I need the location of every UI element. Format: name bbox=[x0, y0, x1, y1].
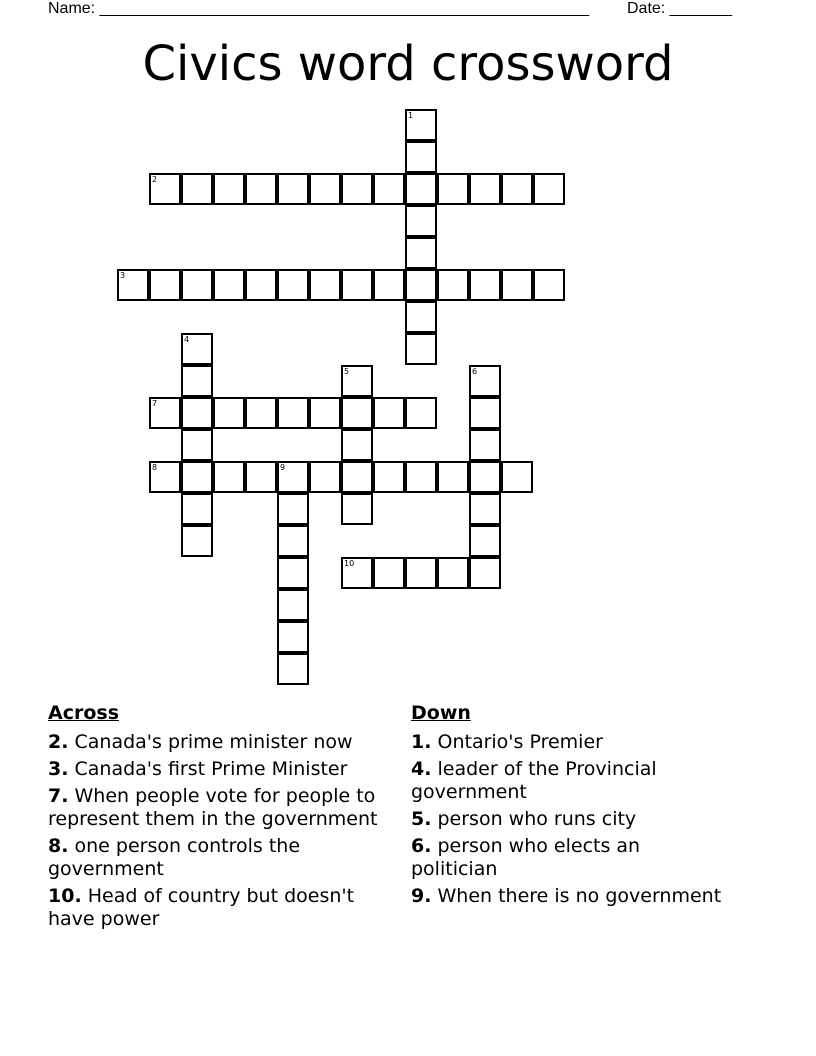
clue-number: 8. bbox=[48, 835, 69, 857]
cell-number: 4 bbox=[184, 335, 190, 344]
grid-cell[interactable] bbox=[309, 173, 341, 205]
down-clue bbox=[411, 758, 731, 804]
grid-cell[interactable] bbox=[149, 173, 181, 205]
grid-cell[interactable] bbox=[309, 461, 341, 493]
grid-cell[interactable] bbox=[405, 269, 437, 301]
down-clue bbox=[411, 885, 731, 908]
grid-cell[interactable] bbox=[437, 557, 469, 589]
grid-cell[interactable] bbox=[533, 269, 565, 301]
grid-cell[interactable] bbox=[341, 173, 373, 205]
date-line: Date: _______ bbox=[627, 0, 732, 17]
clue-text: one person controls the government bbox=[48, 835, 301, 880]
grid-cell[interactable] bbox=[341, 429, 373, 461]
clue-text: leader of the Provincial government bbox=[411, 758, 657, 803]
grid-cell[interactable] bbox=[373, 269, 405, 301]
grid-cell[interactable] bbox=[405, 461, 437, 493]
grid-cell[interactable] bbox=[437, 173, 469, 205]
grid-cell[interactable] bbox=[469, 493, 501, 525]
grid-cell[interactable] bbox=[149, 461, 181, 493]
grid-cell[interactable] bbox=[341, 397, 373, 429]
across-clues bbox=[48, 702, 393, 935]
across-clue bbox=[48, 835, 393, 881]
page-title: Civics word crossword bbox=[142, 36, 674, 92]
grid-cell[interactable] bbox=[181, 269, 213, 301]
grid-cell[interactable] bbox=[277, 269, 309, 301]
grid-cell[interactable] bbox=[501, 461, 533, 493]
grid-cell[interactable] bbox=[469, 269, 501, 301]
grid-cell[interactable] bbox=[405, 205, 437, 237]
grid-cell[interactable] bbox=[277, 397, 309, 429]
grid-cell[interactable] bbox=[373, 557, 405, 589]
clue-text: When people vote for people to represent them in the government bbox=[48, 785, 378, 830]
grid-cell[interactable] bbox=[341, 493, 373, 525]
clue-number: 1. bbox=[411, 731, 432, 753]
clue-text: Head of country but doesn't have power bbox=[48, 885, 355, 930]
cell-number: 7 bbox=[152, 399, 158, 408]
cell-number: 10 bbox=[344, 559, 355, 568]
grid-cell[interactable] bbox=[533, 173, 565, 205]
across-clue bbox=[48, 731, 393, 754]
grid-cell[interactable] bbox=[277, 461, 309, 493]
clue-number: 10. bbox=[48, 885, 82, 907]
grid-cell[interactable] bbox=[149, 269, 181, 301]
clue-text: Ontario's Premier bbox=[437, 731, 603, 753]
down-clue bbox=[411, 808, 731, 831]
grid-cell[interactable] bbox=[469, 173, 501, 205]
across-clue bbox=[48, 785, 393, 831]
clue-number: 2. bbox=[48, 731, 69, 753]
grid-cell[interactable] bbox=[405, 333, 437, 365]
grid-cell[interactable] bbox=[405, 109, 437, 141]
grid-cell[interactable] bbox=[181, 493, 213, 525]
grid-cell[interactable] bbox=[405, 397, 437, 429]
grid-cell[interactable] bbox=[501, 173, 533, 205]
name-line: Name: _______________________________________________________ bbox=[48, 0, 589, 17]
grid-cell[interactable] bbox=[405, 557, 437, 589]
across-clue bbox=[48, 885, 393, 931]
clue-number: 3. bbox=[48, 758, 69, 780]
grid-cell[interactable] bbox=[405, 237, 437, 269]
clue-number: 9. bbox=[411, 885, 432, 907]
grid-cell[interactable] bbox=[277, 621, 309, 653]
grid-cell[interactable] bbox=[245, 461, 277, 493]
clue-number: 4. bbox=[411, 758, 432, 780]
grid-cell[interactable] bbox=[437, 461, 469, 493]
grid-cell[interactable] bbox=[469, 365, 501, 397]
cell-number: 1 bbox=[408, 111, 414, 120]
grid-cell[interactable] bbox=[213, 397, 245, 429]
clue-number: 7. bbox=[48, 785, 69, 807]
cell-number: 3 bbox=[120, 271, 126, 280]
clue-text: Canada's first Prime Minister bbox=[74, 758, 348, 780]
grid-cell[interactable] bbox=[181, 365, 213, 397]
grid-cell[interactable] bbox=[341, 461, 373, 493]
grid-cell[interactable] bbox=[501, 269, 533, 301]
across-heading: Across bbox=[48, 702, 120, 724]
grid-cell[interactable] bbox=[373, 397, 405, 429]
down-heading: Down bbox=[411, 702, 471, 724]
grid-cell[interactable] bbox=[181, 525, 213, 557]
grid-cell[interactable] bbox=[277, 589, 309, 621]
clue-number: 6. bbox=[411, 835, 432, 857]
grid-cell[interactable] bbox=[405, 301, 437, 333]
grid-cell[interactable] bbox=[149, 397, 181, 429]
grid-cell[interactable] bbox=[469, 429, 501, 461]
grid-cell[interactable] bbox=[245, 269, 277, 301]
grid-cell[interactable] bbox=[181, 173, 213, 205]
cell-number: 2 bbox=[152, 175, 158, 184]
grid-cell[interactable] bbox=[245, 173, 277, 205]
grid-cell[interactable] bbox=[469, 557, 501, 589]
down-clue bbox=[411, 731, 731, 754]
grid-cell[interactable] bbox=[277, 653, 309, 685]
cell-number: 5 bbox=[344, 367, 350, 376]
grid-cell[interactable] bbox=[181, 397, 213, 429]
grid-cell[interactable] bbox=[213, 173, 245, 205]
cell-number: 8 bbox=[152, 463, 158, 472]
clue-text: When there is no government bbox=[437, 885, 722, 907]
grid-cell[interactable] bbox=[405, 173, 437, 205]
down-clue bbox=[411, 835, 731, 881]
down-clues bbox=[411, 702, 731, 912]
grid-cell[interactable] bbox=[277, 173, 309, 205]
clue-text: person who runs city bbox=[437, 808, 637, 830]
grid-cell[interactable] bbox=[405, 141, 437, 173]
grid-cell[interactable] bbox=[341, 557, 373, 589]
grid-cell[interactable] bbox=[213, 461, 245, 493]
grid-cell[interactable] bbox=[469, 397, 501, 429]
grid-cell[interactable] bbox=[309, 269, 341, 301]
grid-cell[interactable] bbox=[437, 269, 469, 301]
grid-cell[interactable] bbox=[181, 333, 213, 365]
grid-cell[interactable] bbox=[181, 429, 213, 461]
grid-cell[interactable] bbox=[309, 397, 341, 429]
grid-cell[interactable] bbox=[341, 365, 373, 397]
grid-cell[interactable] bbox=[117, 269, 149, 301]
cell-number: 9 bbox=[280, 463, 286, 472]
grid-cell[interactable] bbox=[277, 525, 309, 557]
clue-text: Canada's prime minister now bbox=[74, 731, 353, 753]
grid-cell[interactable] bbox=[373, 173, 405, 205]
grid-cell[interactable] bbox=[373, 461, 405, 493]
across-clue bbox=[48, 758, 393, 781]
clue-number: 5. bbox=[411, 808, 432, 830]
clue-text: person who elects an politician bbox=[411, 835, 641, 880]
grid-cell[interactable] bbox=[277, 493, 309, 525]
grid-cell[interactable] bbox=[277, 557, 309, 589]
grid-cell[interactable] bbox=[469, 461, 501, 493]
cell-number: 6 bbox=[472, 367, 478, 376]
grid-cell[interactable] bbox=[245, 397, 277, 429]
grid-cell[interactable] bbox=[181, 461, 213, 493]
grid-cell[interactable] bbox=[341, 269, 373, 301]
grid-cell[interactable] bbox=[469, 525, 501, 557]
grid-cell[interactable] bbox=[213, 269, 245, 301]
